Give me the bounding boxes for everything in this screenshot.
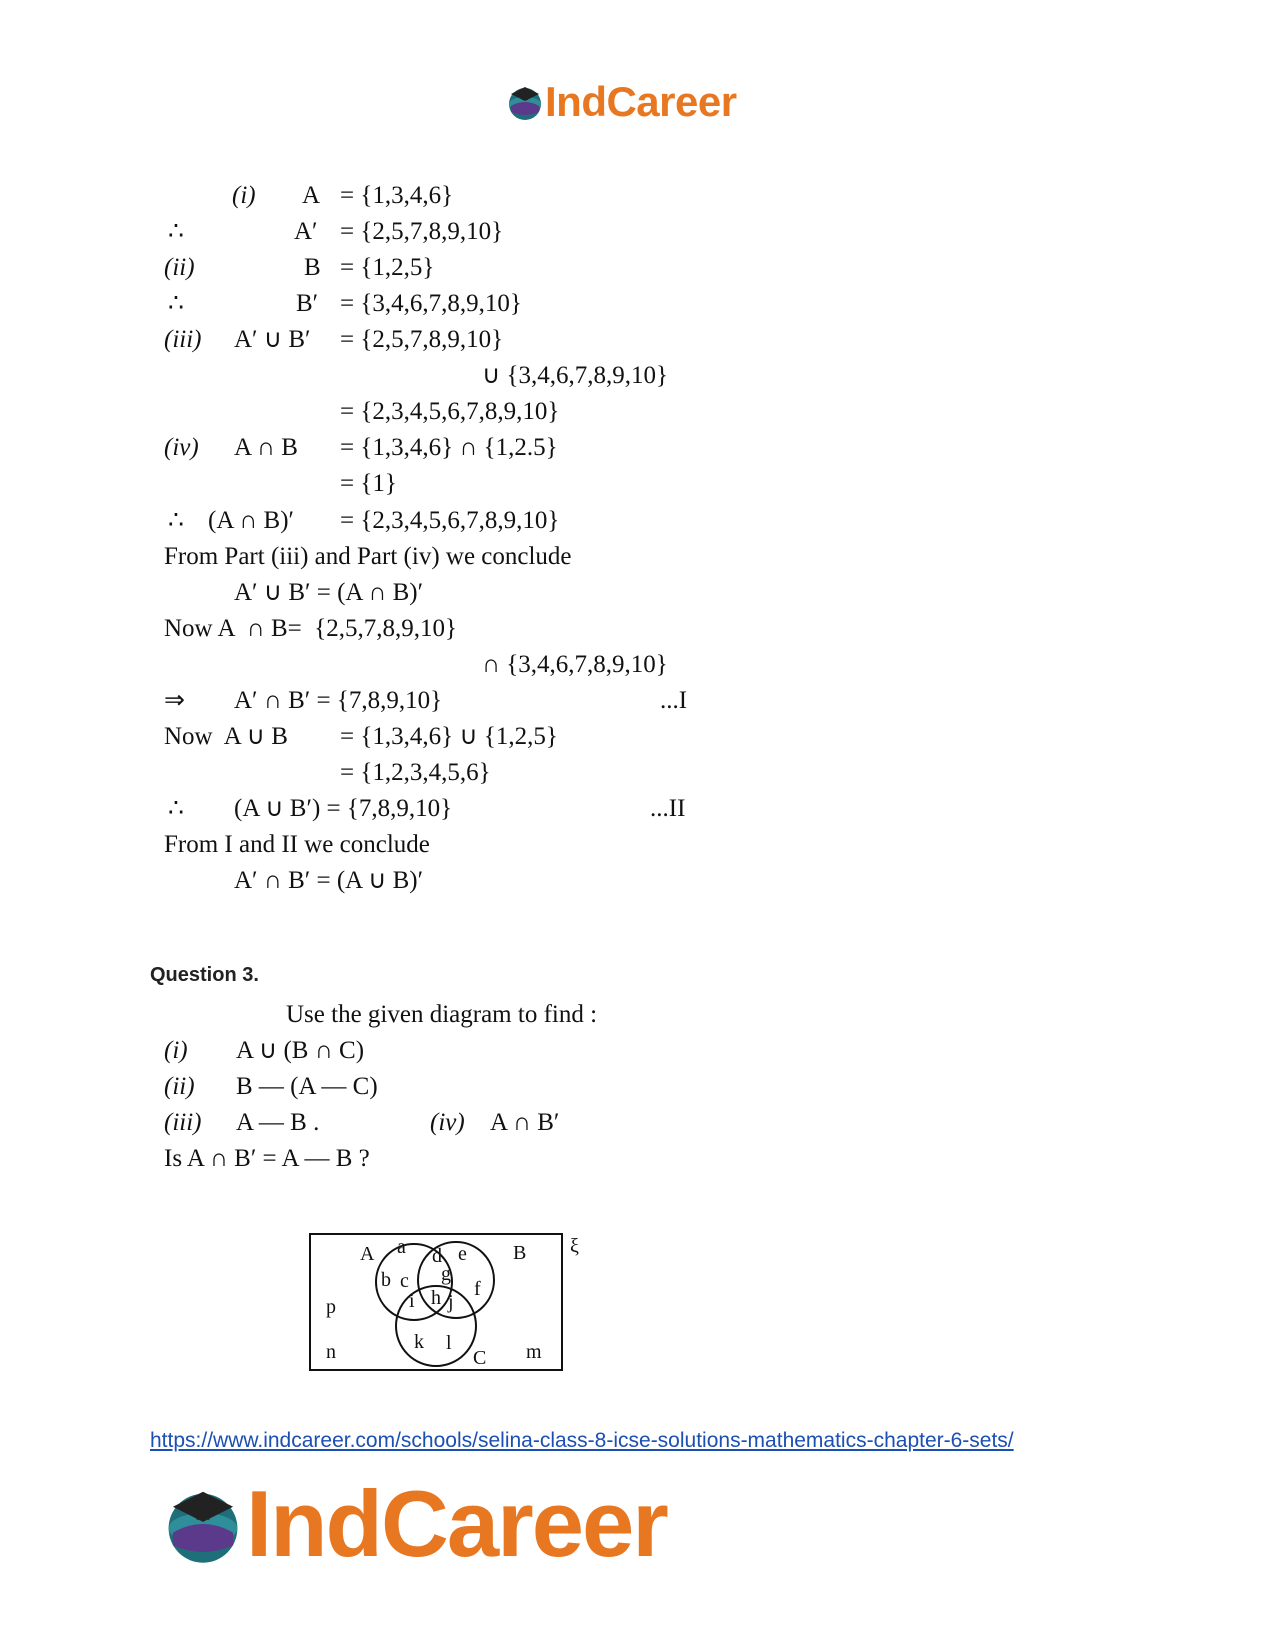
equation-tag: ...I — [660, 687, 688, 714]
set-label-a: A — [360, 1243, 375, 1265]
set-label-c: C — [473, 1347, 487, 1369]
line-rhs: = {1} — [340, 470, 397, 497]
element-h: h — [431, 1287, 441, 1309]
element-m: m — [526, 1341, 542, 1363]
line-lhs: B — [304, 254, 321, 281]
therefore-symbol: ∴ — [168, 795, 184, 822]
logo-text: IndCareer — [545, 78, 737, 125]
line-rhs: = {1,3,4,6} — [340, 182, 454, 209]
element-n: n — [326, 1341, 336, 1363]
universal-symbol: ξ — [570, 1235, 579, 1257]
element-j: j — [448, 1291, 454, 1313]
therefore-symbol: ∴ — [168, 507, 184, 534]
part-text: A ∩ B′ — [490, 1109, 560, 1136]
part-label: (iv) — [430, 1109, 465, 1136]
question-heading: Question 3. — [150, 964, 259, 986]
line-lhs: A′ ∪ B′ — [234, 326, 311, 353]
set-label-b: B — [513, 1242, 527, 1264]
element-l: l — [446, 1332, 452, 1354]
conclusion-equation: A′ ∩ B′ = (A ∪ B)′ — [234, 867, 424, 894]
element-f: f — [474, 1278, 481, 1300]
therefore-symbol: ∴ — [168, 290, 184, 317]
line-rhs: = {2,3,4,5,6,7,8,9,10} — [340, 507, 560, 534]
conclusion-equation: A′ ∪ B′ = (A ∩ B)′ — [234, 579, 424, 606]
part-label: (ii) — [164, 1073, 195, 1100]
line-rhs: = {1,2,5} — [340, 254, 435, 281]
venn-diagram — [308, 1222, 588, 1372]
question-text: Is A ∩ B′ = A — B ? — [164, 1145, 370, 1172]
equation-tag: ...II — [650, 795, 686, 822]
element-b: b — [381, 1269, 391, 1291]
circle-b — [418, 1242, 494, 1318]
implies-symbol: ⇒ — [164, 687, 185, 714]
element-e: e — [458, 1243, 467, 1265]
line-lhs: A′ ∩ B′ = {7,8,9,10} — [234, 687, 443, 714]
element-d: d — [432, 1245, 442, 1267]
element-p: p — [326, 1296, 336, 1318]
line-lhs: (A ∩ B)′ — [208, 507, 295, 534]
line-label: (iii) — [164, 326, 202, 353]
line-label: (ii) — [164, 254, 195, 281]
graduation-cap-globe-icon — [160, 1481, 246, 1567]
line-lhs: A — [302, 182, 321, 209]
element-i: i — [409, 1290, 415, 1312]
line-rhs: = {2,3,4,5,6,7,8,9,10} — [340, 398, 560, 425]
element-a: a — [397, 1236, 406, 1258]
line-lhs: Now A ∩ B= {2,5,7,8,9,10} — [164, 615, 457, 642]
source-url-link[interactable]: https://www.indcareer.com/schools/selina-class-8-icse-solutions-mathematics-chapter-6-sets/ — [150, 1429, 1014, 1452]
conclusion-text: From Part (iii) and Part (iv) we conclude — [164, 543, 572, 570]
element-g: g — [441, 1263, 451, 1285]
part-text: B — (A — C) — [236, 1073, 378, 1100]
line-rhs: ∩ {3,4,6,7,8,9,10} — [482, 651, 668, 678]
line-lhs: (A ∪ B′) = {7,8,9,10} — [234, 795, 453, 822]
question-intro: Use the given diagram to find : — [286, 1001, 598, 1028]
line-lhs: A ∩ B — [234, 434, 298, 461]
line-lhs: A′ — [294, 218, 318, 245]
conclusion-text: From I and II we conclude — [164, 831, 430, 858]
line-rhs: = {1,3,4,6} ∪ {1,2,5} — [340, 723, 558, 750]
line-lhs: Now A ∪ B — [164, 723, 288, 750]
line-rhs: = {3,4,6,7,8,9,10} — [340, 290, 522, 317]
line-label: (iv) — [164, 434, 199, 461]
part-text: A — B . — [236, 1109, 320, 1136]
line-rhs: = {1,2,3,4,5,6} — [340, 759, 491, 786]
line-rhs: = {1,3,4,6} ∩ {1,2.5} — [340, 434, 558, 461]
part-label: (iii) — [164, 1109, 202, 1136]
element-c: c — [400, 1270, 409, 1292]
part-label: (i) — [164, 1037, 188, 1064]
line-rhs: = {2,5,7,8,9,10} — [340, 326, 504, 353]
part-text: A ∪ (B ∩ C) — [236, 1037, 365, 1064]
indcareer-logo-bottom — [160, 1470, 667, 1578]
logo-text: IndCareer — [246, 1471, 667, 1576]
line-rhs: = {2,5,7,8,9,10} — [340, 218, 504, 245]
therefore-symbol: ∴ — [168, 218, 184, 245]
element-k: k — [414, 1331, 424, 1353]
line-lhs: B′ — [296, 290, 319, 317]
line-label: (i) — [232, 182, 256, 209]
line-rhs: ∪ {3,4,6,7,8,9,10} — [482, 362, 669, 389]
